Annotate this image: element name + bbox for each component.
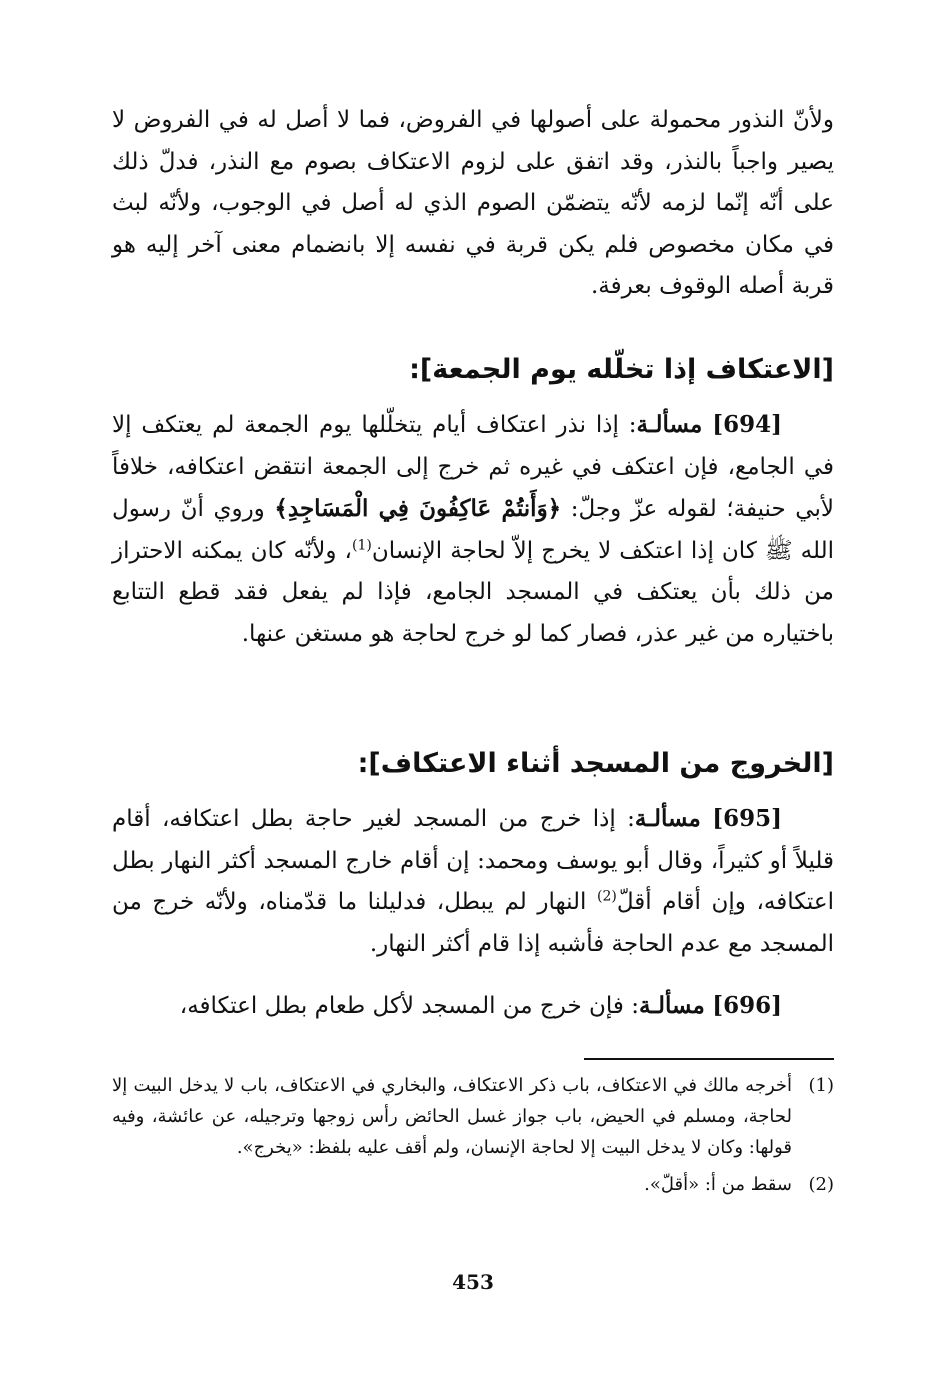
issue-text: وروي أنّ رسول الله ﷺ كان إذا اعتكف لا يخرج إلاّ لحاجة الإنسان [112,496,834,564]
issue-text: : إذا خرج من المسجد لغير حاجة بطل اعتكافه، أقام قليلاً أو كثيراً، وقال أبو يوسف ومحمد: إن أقام خارج المسجد أكثر النهار بطل اعتكافه، وإن أقام أقلّ [112,806,834,915]
footnote-text: سقط من أ: «أقلّ». [644,1174,792,1195]
issue-text: ، ولأنّه كان يمكنه الاحتراز من ذلك بأن يعتكف في المسجد الجامع، فإذا لم يفعل فقد قطع التتابع باختياره من غير عذر، فصار كما لو خرج لحاجة هو مستغن عنها. [112,537,834,647]
issue-number: [696] [712,992,782,1019]
issue-number: [695] [712,805,782,832]
footnote-2 [112,1169,834,1200]
quran-verse: ﴿وَأَنتُمْ عَاكِفُونَ فِي الْمَسَاجِدِ﴾ [274,495,562,522]
issue-696 [112,985,834,1028]
footnote-1 [112,1070,834,1163]
issue-text: : إذا نذر اعتكاف أيام يتخلّلها يوم الجمعة لم يعتكف إلا في الجامع، فإن اعتكف في غيره ثم خرج إلى الجمعة انتقض اعتكافه، خلافاً لأبي حنيفة؛ لقوله عزّ وجلّ: [112,412,835,522]
issue-label: مسألـة [636,411,703,438]
issue-694 [112,404,834,655]
footnote-ref-1: (1) [351,536,372,553]
section-heading-leaving: [الخروج من المسجد أثناء الاعتكاف]: [357,748,834,779]
issue-number: [694] [712,411,783,438]
footnote-number: (1) [808,1075,834,1096]
footnote-text: أخرجه مالك في الاعتكاف، باب ذكر الاعتكاف، والبخاري في الاعتكاف، باب لا يدخل البيت إلا لحاجة، ومسلم في الحيض، باب جواز غسل الحائض رأس زوجها وترجيله، عن عائشة، وفيه قولها: وكان لا يدخل البيت إلا لحاجة الإنسان، ولم أقف عليه بلفظ: «يخرج». [112,1075,792,1158]
footnote-ref-2: (2) [597,888,617,905]
section-heading-friday: [الاعتكاف إذا تخلّله يوم الجمعة]: [409,354,834,385]
paragraph-1: ولأنّ النذور محمولة على أصولها في الفروض، فما لا أصل له في الفروض لا يصير واجباً بالنذر، وقد اتفق على لزوم الاعتكاف بصوم مع النذر، فدلّ ذلك على أنّه إنّما لزمه لأنّه يتضمّن الصوم الذي له أصل في الوجوب، ولأنّه لبث في مكان مخصوص فلم يكن قربة في نفسه إلا بانضمام معنى آخر إليه هو قربة أصله الوقوف بعرفة. [112,107,834,299]
footnote-number: (2) [808,1174,834,1195]
issue-label: مسألـة [634,805,701,832]
issue-text: : فإن خرج من المسجد لأكل طعام بطل اعتكافه، [179,993,639,1019]
footnotes [112,1070,834,1200]
footnote-divider [584,1058,834,1060]
page-number: 453 [452,1270,494,1294]
issue-label: مسألـة [638,992,705,1019]
issue-695 [112,798,834,965]
issue-text: النهار لم يبطل، فدليلنا ما قدّمناه، ولأنّه خرج من المسجد مع عدم الحاجة فأشبه إذا قام أكثر النهار. [112,889,834,957]
